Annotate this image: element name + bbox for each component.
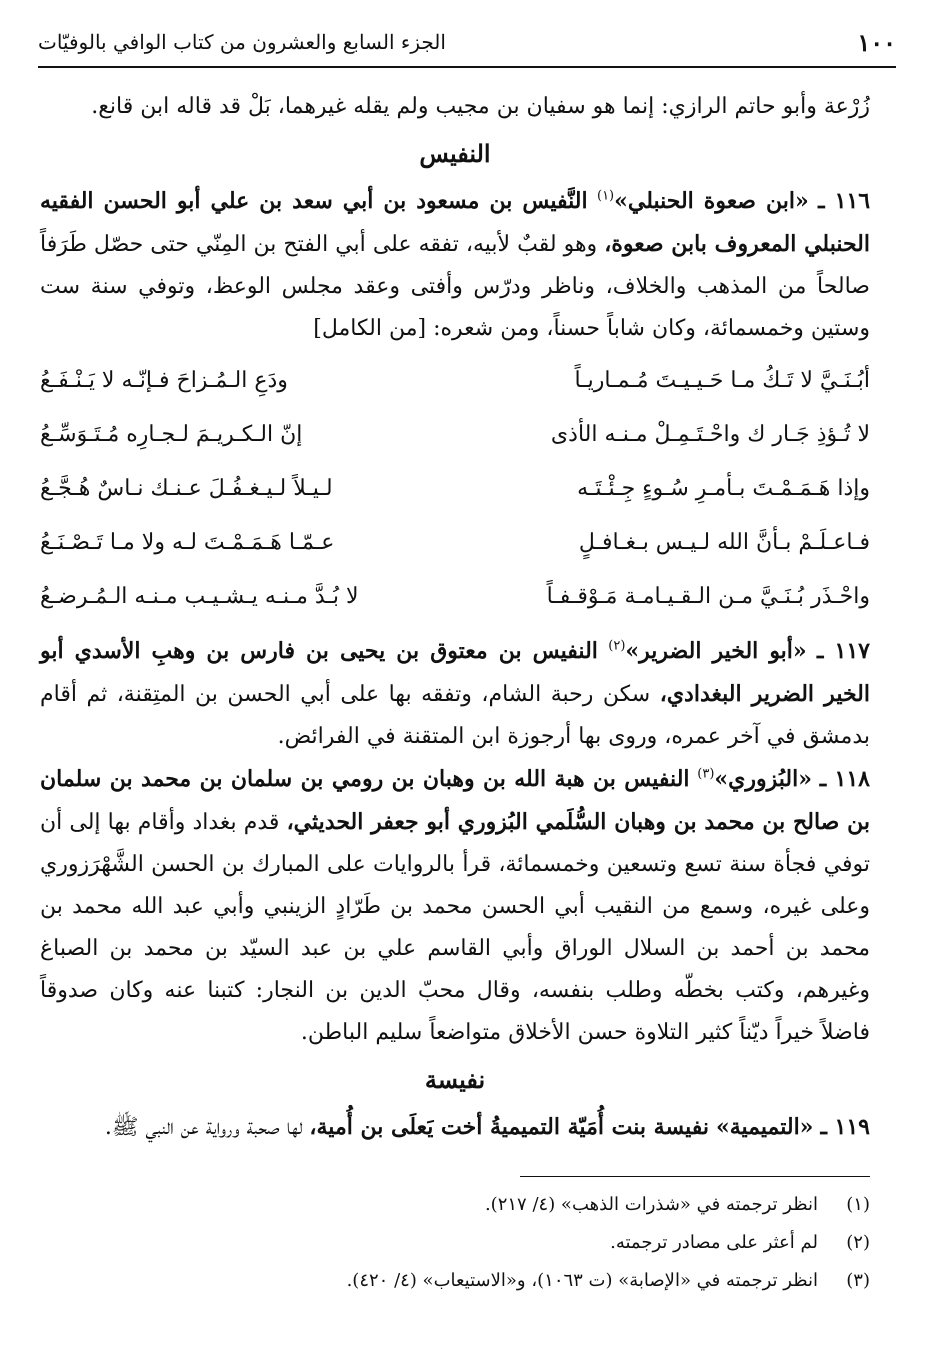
entry-text: سكن رحبة الشام، وتفقه بها على أبي الحسن بن المتِقنة، ثم أقام بدمشق في آخر عمره، وروى بها أرجوزة ابن المتقنة في الفرائض. — [40, 682, 870, 749]
entry-name: النفيس بن هبة الله بن وهبان بن رومي بن سلمان بن محمد بن سلمان بن صالح بن محمد بن وهبان السُّلَمي البُزوري أبو جعفر الحديثي، — [40, 766, 870, 835]
entry-number: ١١٦ ـ — [818, 188, 871, 214]
verse-second-half: إنّ الـكـريـمَ لـجـارِه مُـتَـوَسِّـعُ — [40, 422, 303, 447]
entry-119 — [40, 1106, 870, 1149]
footnote-text: انظر ترجمته في «الإصابة» (ت ١٠٦٣)، و«الاستيعاب» (٤/ ٤٢٠). — [346, 1270, 818, 1291]
footnote — [40, 1186, 870, 1224]
opening-paragraph: زُرْعة وأبو حاتم الرازي: إنما هو سفيان بن مجيب ولم يقله غيرهما، بَلْ قد قاله ابن قانع. — [91, 94, 870, 119]
entry-label: «أبو الخير الضرير» — [625, 638, 807, 664]
entry-117 — [40, 630, 870, 758]
footnotes — [40, 1186, 870, 1300]
section-heading-nafis: النفيس — [419, 139, 491, 168]
entry-label: «التميمية» — [715, 1114, 814, 1140]
running-head — [38, 22, 896, 62]
book-title: الجزء السابع والعشرون من كتاب الوافي بالوفيّات — [38, 30, 446, 54]
entry-text: قدم بغداد وأقام بها إلى أن توفي فجأة سنة تسع وتسعين وخمسمائة، قرأ بالروايات على المبارك بن الحسن الشَّهْرَزوري وعلى غيره، وسمع من النقيب أبي الحسن محمد بن طَرّادٍ الزينبي وأبي عبد الله محمد بن محمد بن أحمد بن السلال الوراق وأبي القاسم علي بن عبد السيّد بن محمد بن الصباغ وغيرهم، وكتب بخطّه وطلب بنفسه، وقال محبّ الدين بن النجار: كتبنا عنه وكان صدوقاً فاضلاً خيراً ديّناً كثير التلاوة حسن الأخلاق متواضعاً سليم الباطن. — [40, 810, 870, 1045]
footnote-number: (٣) — [846, 1270, 870, 1291]
poem-verse — [40, 462, 870, 516]
section-heading-nafisa: نفيسة — [424, 1065, 486, 1094]
poem-verse — [40, 408, 870, 462]
verse-first-half: واحْـذَر بُـنَـيَّ مـن الـقـيـامـة مَـوْقـفـاً — [546, 584, 870, 609]
footnote — [40, 1262, 870, 1300]
poem-verse — [40, 516, 870, 570]
main-text — [40, 86, 870, 1149]
entry-label: «ابن صعوة الحنبلي» — [614, 188, 809, 214]
entry-116 — [40, 180, 870, 350]
entry-name: النَّفيس بن مسعود بن أبي سعد بن علي أبو الحسن الفقيه الحنبلي المعروف بابن صعوة، — [40, 188, 870, 257]
footnote-text: انظر ترجمته في «شذرات الذهب» (٤/ ٢١٧). — [484, 1194, 818, 1215]
entry-number: ١١٨ ـ — [819, 766, 870, 792]
verse-first-half: لا تُـؤذِ جَـار ك واحْـتَـمِـلْ مـنـه الأذى — [550, 422, 870, 447]
poem-verse — [40, 354, 870, 408]
footnote-ref: (٣) — [697, 766, 715, 782]
entry-text: لها صحبة ورواية عن النبي ﷺ. — [104, 1115, 303, 1140]
page-number: ١٠٠ — [857, 27, 896, 57]
header-rule — [38, 66, 896, 68]
entry-name: النفيس بن معتوق بن يحيى بن فارس بن وهبِ الأسدي أبو الخير الضرير البغدادي، — [40, 638, 870, 707]
verse-second-half: لـيـلاً لـيـغـفُـلَ عـنـك نـاسٌ هُـجَّـعُ — [40, 476, 333, 501]
verse-second-half: عـمّـا هَـمَـمْـتَ لـه ولا مـا تَـصْـنَـعُ — [40, 530, 335, 555]
verse-first-half: فـاعـلَـمْ بـأنَّ الله لـيـس بـغـافـلٍ — [578, 530, 870, 555]
poem — [40, 354, 870, 624]
footnote-ref: (٢) — [608, 638, 626, 654]
footnote — [40, 1224, 870, 1262]
entry-label: «البُزوري» — [714, 766, 812, 792]
entry-name: نفيسة بنت أُمَيّة التميميةُ أخت يَعلَى بن أُمية، — [309, 1114, 709, 1140]
entry-number: ١١٧ ـ — [817, 638, 870, 664]
verse-first-half: أبُـنَـيَّ لا تَـكُ مـا حَـيـيـتَ مُـمـاريـاً — [574, 368, 870, 393]
entry-number: ١١٩ ـ — [820, 1114, 870, 1140]
poem-verse — [40, 570, 870, 624]
footnote-ref: (١) — [596, 188, 615, 204]
verse-first-half: وإذا هَـمَـمْـتَ بـأمـرِ سُـوءٍ جِـئْـتَـه — [577, 476, 870, 501]
footnote-number: (١) — [846, 1194, 870, 1215]
verse-second-half: لا بُـدَّ مـنـه يـشـيـب مـنـه الـمُـرضـعُ — [40, 584, 359, 609]
footnote-text: لم أعثر على مصادر ترجمته. — [610, 1232, 818, 1253]
entry-text: وهو لقبٌ لأبيه، تفقه على أبي الفتح بن المِنّي حتى حصّل طَرَفاً صالحاً من المذهب والخلاف، وناظر ودرّس وأفتى وعقد مجلس الوعظ، وتوفي سنة ست وستين وخمسمائة، وكان شاباً حسناً، ومن شعره: [من الكامل] — [40, 232, 870, 341]
footnote-rule — [520, 1176, 870, 1177]
footnote-number: (٢) — [846, 1232, 870, 1253]
verse-second-half: ودَعِ الـمُـزاحَ فـإنّـه لا يَـنْـفَـعُ — [40, 368, 288, 393]
entry-118 — [40, 758, 870, 1054]
